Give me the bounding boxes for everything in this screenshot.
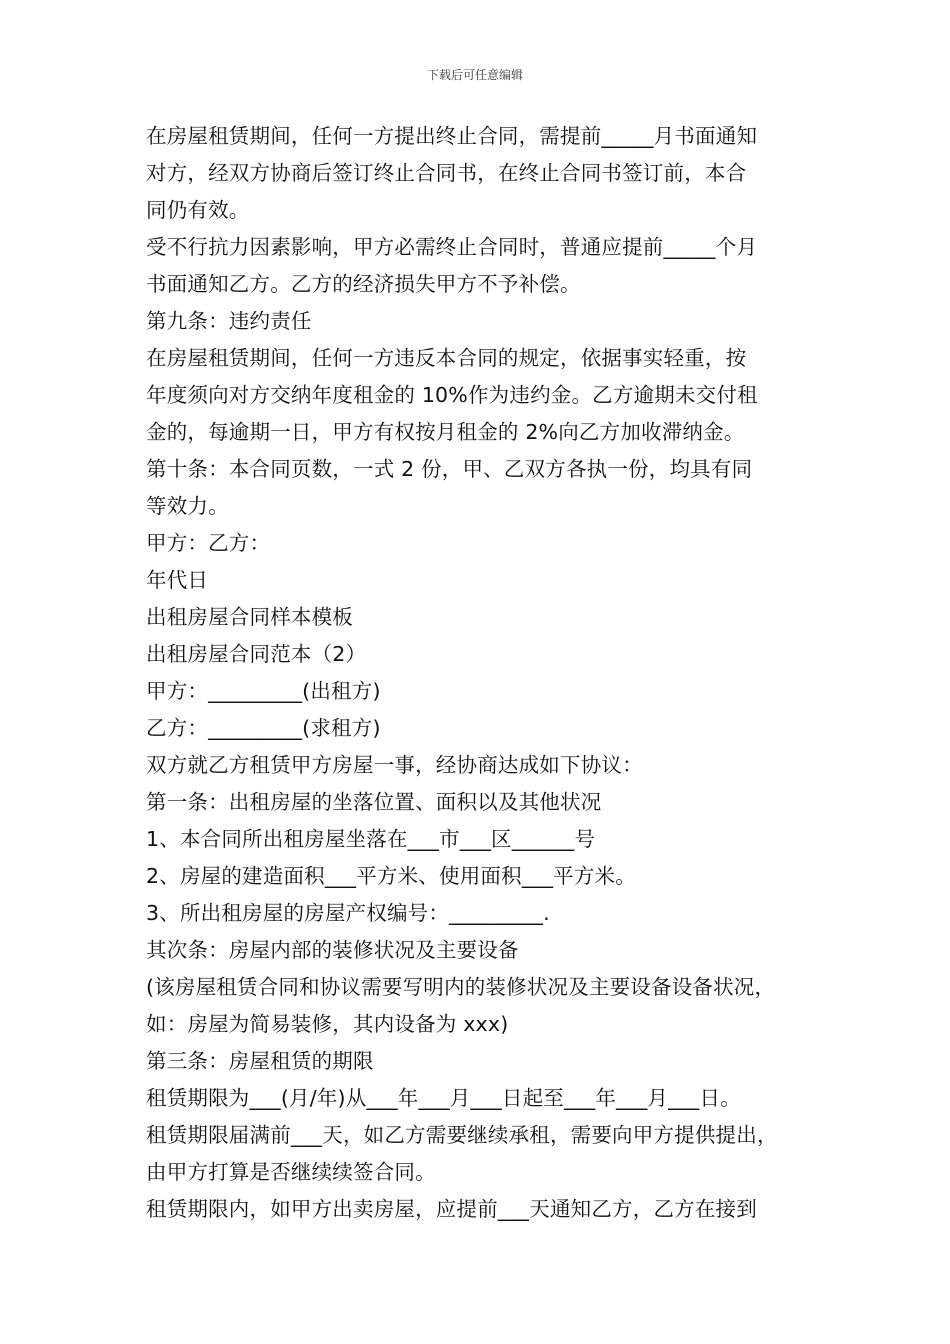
text-line: 在房屋租赁期间，任何一方违反本合同的规定，依据事实轻重，按 (146, 346, 747, 370)
text-line: 在房屋租赁期间，任何一方提出终止合同，需提前_____月书面通知 (146, 124, 758, 148)
section-heading: 其次条：房屋内部的装修状况及主要设备 (146, 938, 519, 962)
party-b-line: 乙方：_________(求租方) (146, 716, 381, 740)
text-line: 受不行抗力因素影响，甲方必需终止合同时，普通应提前_____个月 (146, 235, 758, 259)
header-note: 下载后可任意编辑 (426, 68, 523, 82)
section-heading: 第一条：出租房屋的坐落位置、面积以及其他状况 (146, 790, 602, 814)
party-a-line: 甲方：_________(出租方) (146, 679, 381, 703)
list-item: 3、所出租房屋的房屋产权编号：_________. (146, 901, 550, 925)
text-line: 租赁期限为___(月/年)从___年___月___日起至___年___月___日。 (146, 1086, 741, 1110)
text-line: 书面通知乙方。乙方的经济损失甲方不予补偿。 (146, 272, 581, 296)
text-line: 对方，经双方协商后签订终止合同书，在终止合同书签订前，本合 (146, 161, 747, 185)
section-heading: 第九条：违约责任 (146, 309, 312, 333)
list-item: 2、房屋的建造面积___平方米、使用面积___平方米。 (146, 864, 636, 888)
text-line: 双方就乙方租赁甲方房屋一事，经协商达成如下协议： (146, 753, 643, 777)
section-heading: 第三条：房屋租赁的期限 (146, 1049, 374, 1073)
text-line: 租赁期限内，如甲方出卖房屋，应提前___天通知乙方，乙方在接到 (146, 1197, 757, 1221)
document-body (146, 118, 822, 1228)
text-line: (该房屋租赁合同和协议需要写明内的装修状况及主要设备设备状况， (146, 975, 776, 999)
document-title: 出租房屋合同样本模板 (146, 605, 353, 629)
text-line: 年度须向对方交纳年度租金的 10%作为违约金。乙方逾期未交付租 (146, 383, 758, 407)
text-line: 金的，每逾期一日，甲方有权按月租金的 2%向乙方加收滞纳金。 (146, 420, 745, 444)
text-line: 租赁期限届满前___天，如乙方需要继续承租，需要向甲方提供提出， (146, 1123, 778, 1147)
text-line: 如：房屋为简易装修，其内设备为 xxx) (146, 1012, 509, 1036)
date-line: 年代日 (146, 568, 209, 592)
signature-line: 甲方：乙方： (146, 531, 271, 555)
list-item: 1、本合同所出租房屋坐落在___市___区______号 (146, 827, 596, 851)
text-line: 等效力。 (146, 494, 229, 518)
section-heading: 第十条：本合同页数，一式 2 份，甲、乙双方各执一份，均具有同 (146, 457, 753, 481)
document-subtitle: 出租房屋合同范本（2） (146, 642, 367, 666)
text-line: 由甲方打算是否继续续签合同。 (146, 1160, 436, 1184)
text-line: 同仍有效。 (146, 198, 250, 222)
